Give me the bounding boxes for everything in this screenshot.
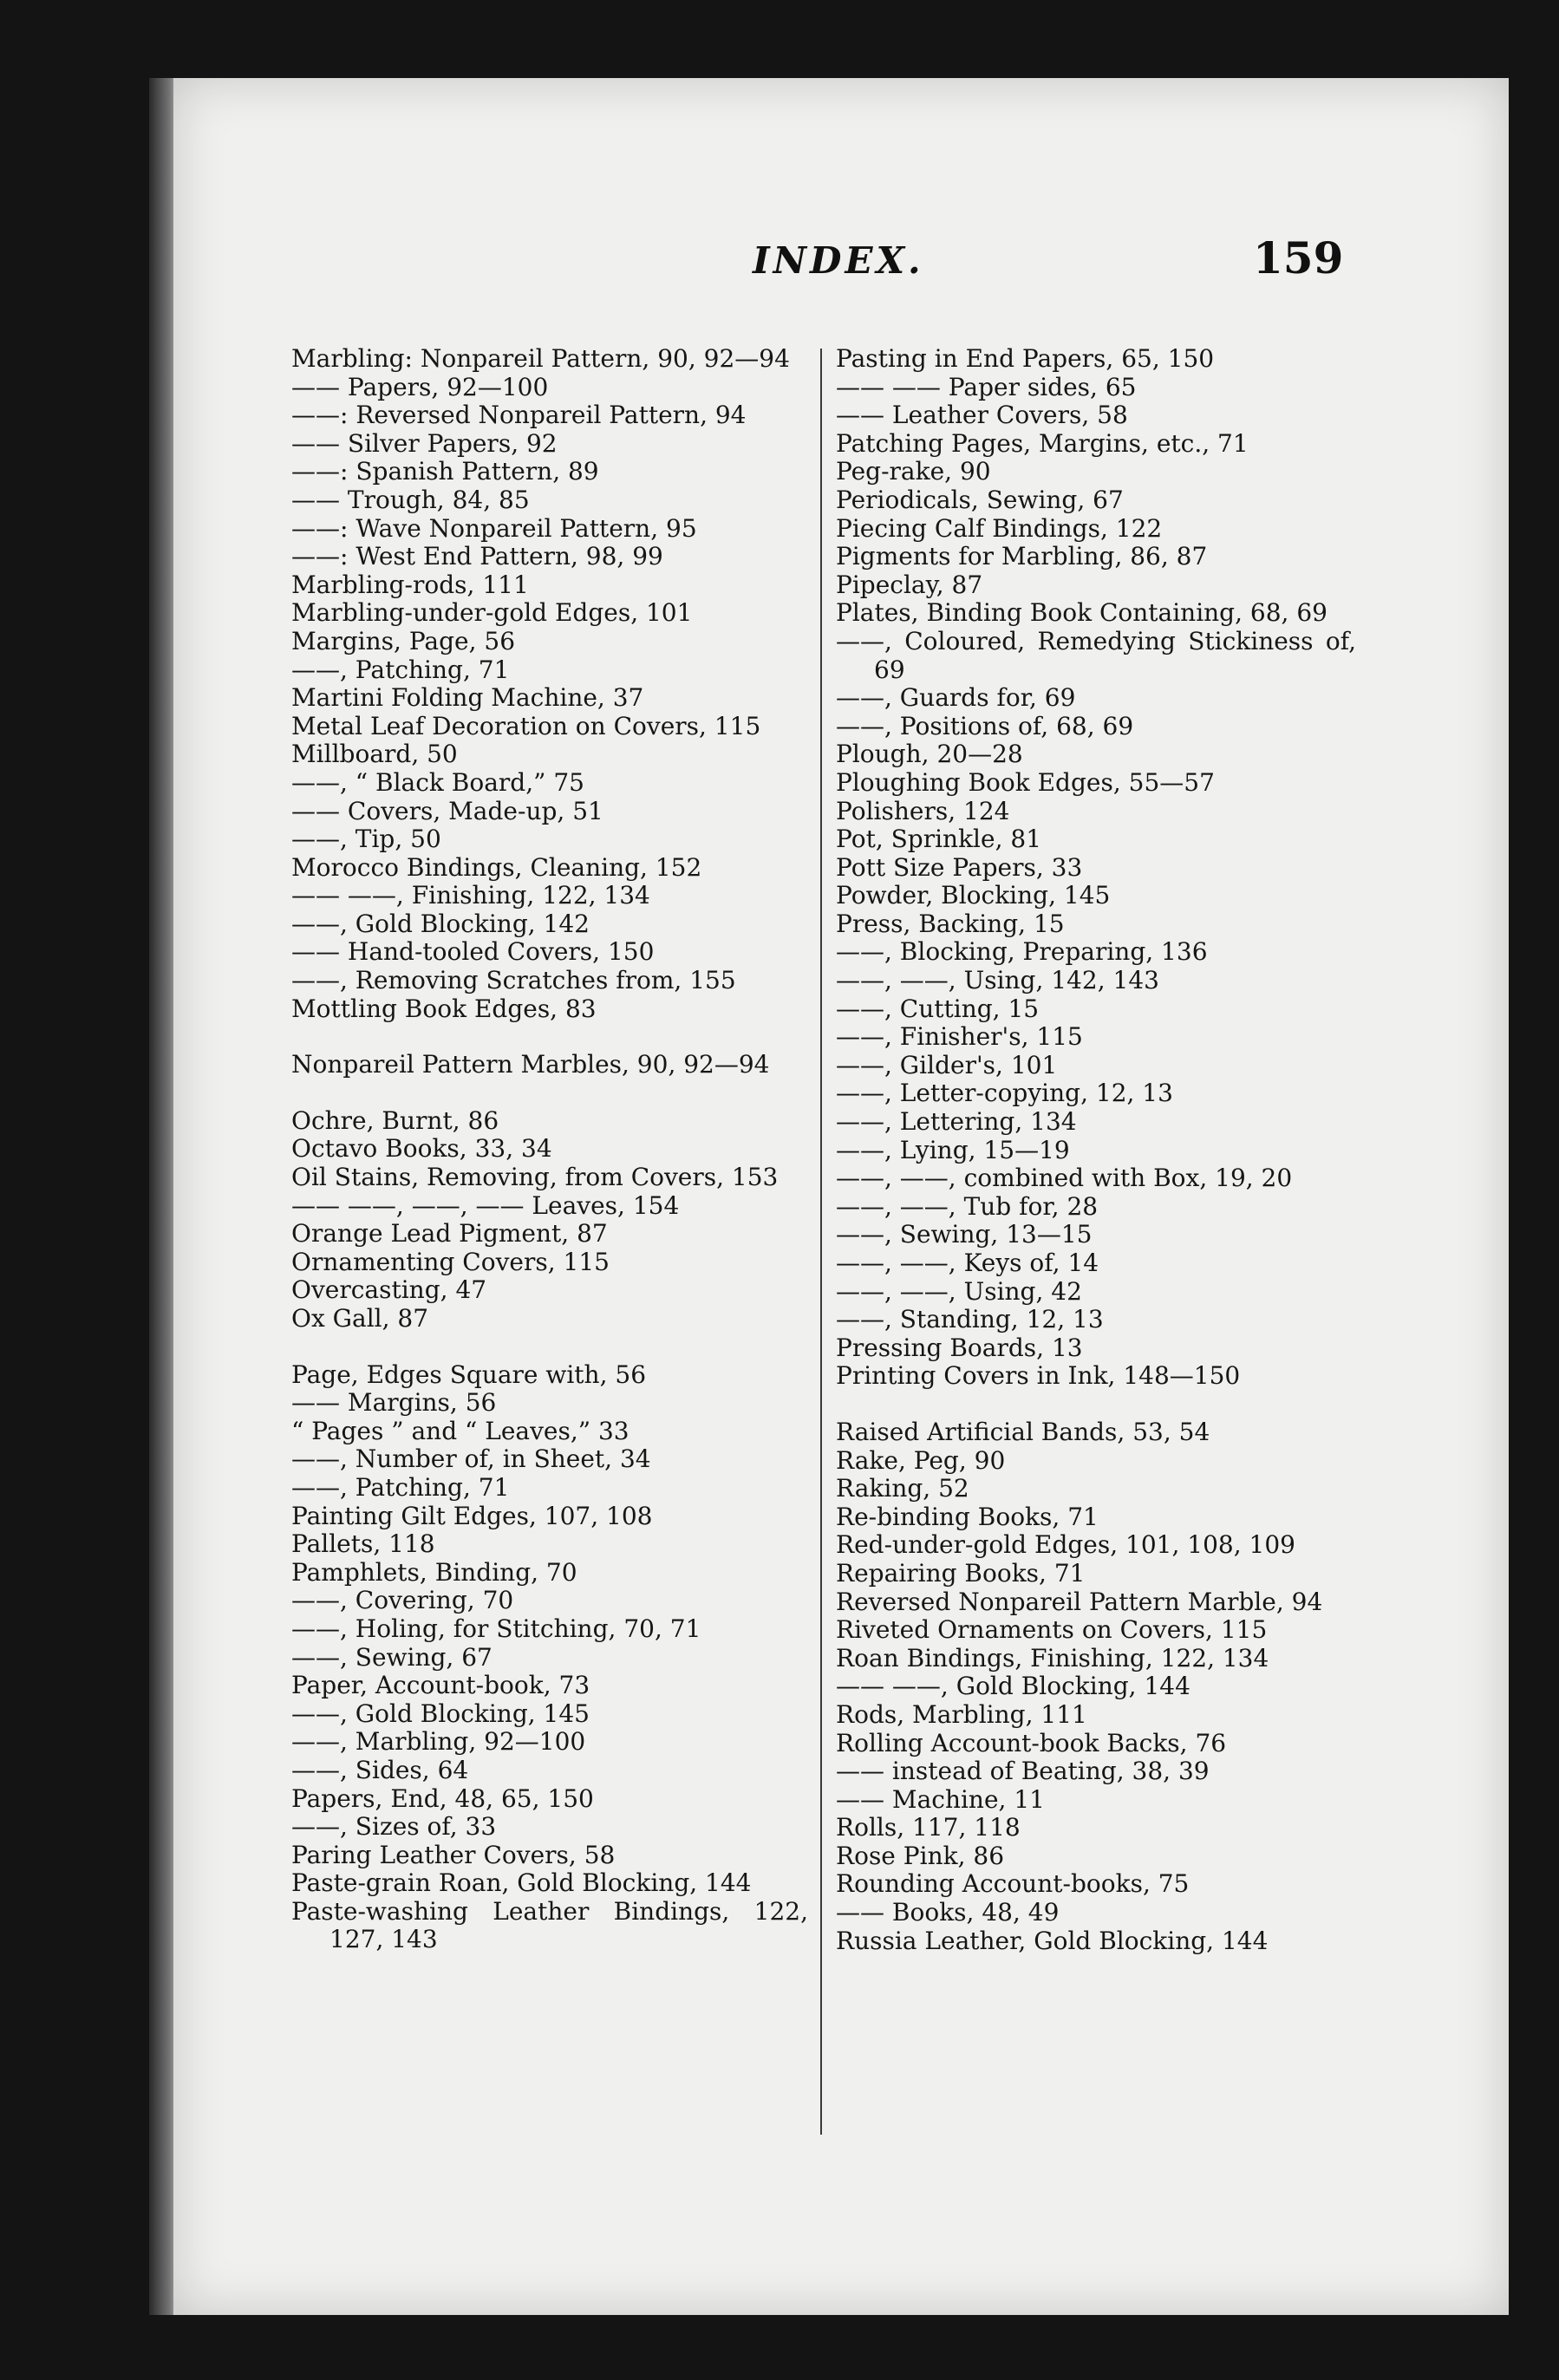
index-entry: Millboard, 50 xyxy=(291,740,458,769)
index-entry: Mottling Book Edges, 83 xyxy=(291,994,597,1023)
index-entry: ——, Standing, 12, 13 xyxy=(836,1305,1104,1334)
index-entry: Pott Size Papers, 33 xyxy=(836,852,1083,882)
index-entry: ——, Tip, 50 xyxy=(291,825,441,854)
index-entry: ——: Wave Nonpareil Pattern, 95 xyxy=(291,513,697,543)
index-entry: —— Hand-tooled Covers, 150 xyxy=(291,937,655,967)
index-entry: Plates, Binding Book Containing, 68, 69 xyxy=(836,598,1327,628)
index-entry: ——, Holing, for Stitching, 70, 71 xyxy=(291,1614,701,1643)
index-entry: ——, Gold Blocking, 145 xyxy=(291,1699,590,1728)
index-entry: ——, Sewing, 67 xyxy=(291,1642,492,1672)
index-column-right xyxy=(836,345,1356,1955)
index-entry: ——, Lying, 15—19 xyxy=(836,1135,1070,1164)
index-entry: Rake, Peg, 90 xyxy=(836,1445,1006,1475)
index-entry: “ Pages ” and “ Leaves,” 33 xyxy=(291,1416,629,1445)
index-entry: ——: West End Pattern, 98, 99 xyxy=(291,542,663,571)
index-entry: Powder, Blocking, 145 xyxy=(836,881,1111,910)
index-entry: Pressing Boards, 13 xyxy=(836,1333,1083,1362)
index-entry: Patching Pages, Margins, etc., 71 xyxy=(836,428,1249,458)
index-entry: Metal Leaf Decoration on Covers, 115 xyxy=(291,711,761,740)
index-entry: Russia Leather, Gold Blocking, 144 xyxy=(836,1926,1269,1955)
index-entry: Roan Bindings, Finishing, 122, 134 xyxy=(836,1643,1269,1673)
index-entry: ——, ——, Using, 42 xyxy=(836,1276,1082,1306)
section-gap xyxy=(291,1333,808,1361)
index-entry: ——, ——, combined with Box, 19, 20 xyxy=(836,1164,1293,1193)
index-entry: —— Papers, 92—100 xyxy=(291,372,549,401)
index-entry: Paring Leather Covers, 58 xyxy=(291,1840,616,1869)
index-entry: ——, Number of, in Sheet, 34 xyxy=(291,1444,651,1474)
index-entry: —— Margins, 56 xyxy=(291,1388,497,1418)
index-entry: ——, Gold Blocking, 142 xyxy=(291,909,590,938)
index-entry: Rose Pink, 86 xyxy=(836,1841,1005,1870)
index-entry: —— —— Paper sides, 65 xyxy=(836,372,1137,401)
index-entry: Marbling-under-gold Edges, 101 xyxy=(291,598,693,628)
index-entry: ——, Finisher's, 115 xyxy=(836,1022,1083,1052)
index-entry: Periodicals, Sewing, 67 xyxy=(836,485,1124,514)
index-entry: Margins, Page, 56 xyxy=(291,626,516,655)
index-entry: ——, Sewing, 13—15 xyxy=(836,1220,1093,1249)
index-entry: Page, Edges Square with, 56 xyxy=(291,1360,647,1389)
index-entry: Printing Covers in Ink, 148—150 xyxy=(836,1361,1241,1391)
index-entry: Rounding Account-books, 75 xyxy=(836,1869,1190,1899)
index-entry: Polishers, 124 xyxy=(836,796,1010,825)
index-entry: Orange Lead Pigment, 87 xyxy=(291,1219,608,1249)
index-entry: —— Covers, Made-up, 51 xyxy=(291,796,603,825)
index-entry: ——, ——, Tub for, 28 xyxy=(836,1191,1099,1221)
index-entry: —— ——, Gold Blocking, 144 xyxy=(836,1672,1190,1701)
index-entry: Rolls, 117, 118 xyxy=(836,1813,1021,1842)
index-entry: Red-under-gold Edges, 101, 108, 109 xyxy=(836,1530,1295,1560)
index-entry: ——, ——, Using, 142, 143 xyxy=(836,966,1159,995)
index-entry: Ox Gall, 87 xyxy=(291,1304,429,1333)
index-entry: ——, Covering, 70 xyxy=(291,1586,514,1615)
index-entry: Raking, 52 xyxy=(836,1474,969,1503)
index-column-left xyxy=(291,345,808,1954)
index-entry: Pipeclay, 87 xyxy=(836,570,983,599)
index-entry: Oil Stains, Removing, from Covers, 153 xyxy=(291,1163,779,1192)
index-entry: Nonpareil Pattern Marbles, 90, 92—94 xyxy=(291,1050,770,1079)
index-entry: —— Leather Covers, 58 xyxy=(836,401,1128,430)
section-gap xyxy=(836,1391,1356,1418)
index-entry: ——, Guards for, 69 xyxy=(836,683,1076,713)
index-entry: ——, Patching, 71 xyxy=(291,1472,510,1502)
index-entry: Raised Artificial Bands, 53, 54 xyxy=(836,1417,1210,1446)
index-entry: ——, Patching, 71 xyxy=(291,655,510,684)
index-entry: Painting Gilt Edges, 107, 108 xyxy=(291,1501,653,1530)
index-entry: ——, Coloured, Remedying Stickiness of, 69 xyxy=(836,626,1356,684)
index-entry: Paste-washing Leather Bindings, 122, 127, 143 xyxy=(291,1896,808,1954)
index-entry: Marbling-rods, 111 xyxy=(291,570,529,599)
index-entry: Pasting in End Papers, 65, 150 xyxy=(836,344,1215,373)
column-divider xyxy=(820,349,822,2135)
page-number: 159 xyxy=(1253,232,1344,284)
index-entry: ——, Removing Scratches from, 155 xyxy=(291,966,736,995)
index-entry: Ploughing Book Edges, 55—57 xyxy=(836,767,1215,797)
index-entry: Paper, Account-book, 73 xyxy=(291,1671,590,1700)
index-entry: ——, Lettering, 134 xyxy=(836,1107,1077,1137)
index-entry: ——, Sides, 64 xyxy=(291,1755,469,1784)
index-entry: Morocco Bindings, Cleaning, 152 xyxy=(291,852,702,882)
index-entry: Pamphlets, Binding, 70 xyxy=(291,1557,577,1587)
index-entry: ——, Marbling, 92—100 xyxy=(291,1727,586,1757)
index-entry: Octavo Books, 33, 34 xyxy=(291,1134,552,1164)
running-head: INDEX. xyxy=(753,239,924,282)
index-entry: ——, Blocking, Preparing, 136 xyxy=(836,937,1208,967)
index-entry: Reversed Nonpareil Pattern Marble, 94 xyxy=(836,1587,1323,1616)
index-entry: ——, “ Black Board,” 75 xyxy=(291,767,584,797)
index-entry: Paste-grain Roan, Gold Blocking, 144 xyxy=(291,1868,752,1898)
index-entry: Papers, End, 48, 65, 150 xyxy=(291,1783,594,1813)
index-entry: Peg-rake, 90 xyxy=(836,457,991,486)
section-gap xyxy=(291,1023,808,1051)
index-entry: Press, Backing, 15 xyxy=(836,909,1065,938)
index-entry: Pigments for Marbling, 86, 87 xyxy=(836,542,1208,571)
index-entry: Overcasting, 47 xyxy=(291,1275,487,1305)
index-entry: —— Silver Papers, 92 xyxy=(291,428,558,458)
index-entry: Martini Folding Machine, 37 xyxy=(291,683,644,713)
index-entry: Rolling Account-book Backs, 76 xyxy=(836,1728,1227,1757)
index-entry: Piecing Calf Bindings, 122 xyxy=(836,513,1163,543)
index-entry: ——, Positions of, 68, 69 xyxy=(836,711,1134,740)
index-entry: Marbling: Nonpareil Pattern, 90, 92—94 xyxy=(291,344,790,373)
index-entry: Re-binding Books, 71 xyxy=(836,1502,1099,1531)
index-entry: ——, Letter-copying, 12, 13 xyxy=(836,1079,1173,1108)
index-entry: ——: Spanish Pattern, 89 xyxy=(291,457,599,486)
index-entry: Pallets, 118 xyxy=(291,1529,435,1559)
index-entry: Repairing Books, 71 xyxy=(836,1558,1086,1588)
index-entry: Ochre, Burnt, 86 xyxy=(291,1105,499,1135)
index-entry: —— Trough, 84, 85 xyxy=(291,485,530,514)
index-entry: ——, ——, Keys of, 14 xyxy=(836,1249,1099,1277)
index-entry: ——, Cutting, 15 xyxy=(836,994,1040,1023)
index-entry: Rods, Marbling, 111 xyxy=(836,1699,1087,1729)
index-entry: —— ——, Finishing, 122, 134 xyxy=(291,881,650,910)
index-entry: ——, Gilder's, 101 xyxy=(836,1050,1058,1079)
index-entry: Ornamenting Covers, 115 xyxy=(291,1247,610,1276)
index-entry: —— Machine, 11 xyxy=(836,1784,1045,1814)
index-entry: ——, Sizes of, 33 xyxy=(291,1812,497,1842)
index-entry: ——: Reversed Nonpareil Pattern, 94 xyxy=(291,401,747,430)
index-entry: —— instead of Beating, 38, 39 xyxy=(836,1757,1210,1786)
index-entry: Plough, 20—28 xyxy=(836,740,1023,769)
index-entry: —— ——, ——, —— Leaves, 154 xyxy=(291,1190,680,1220)
index-entry: Riveted Ornaments on Covers, 115 xyxy=(836,1615,1268,1645)
section-gap xyxy=(291,1079,808,1107)
index-entry: —— Books, 48, 49 xyxy=(836,1898,1060,1927)
index-entry: Pot, Sprinkle, 81 xyxy=(836,825,1042,854)
